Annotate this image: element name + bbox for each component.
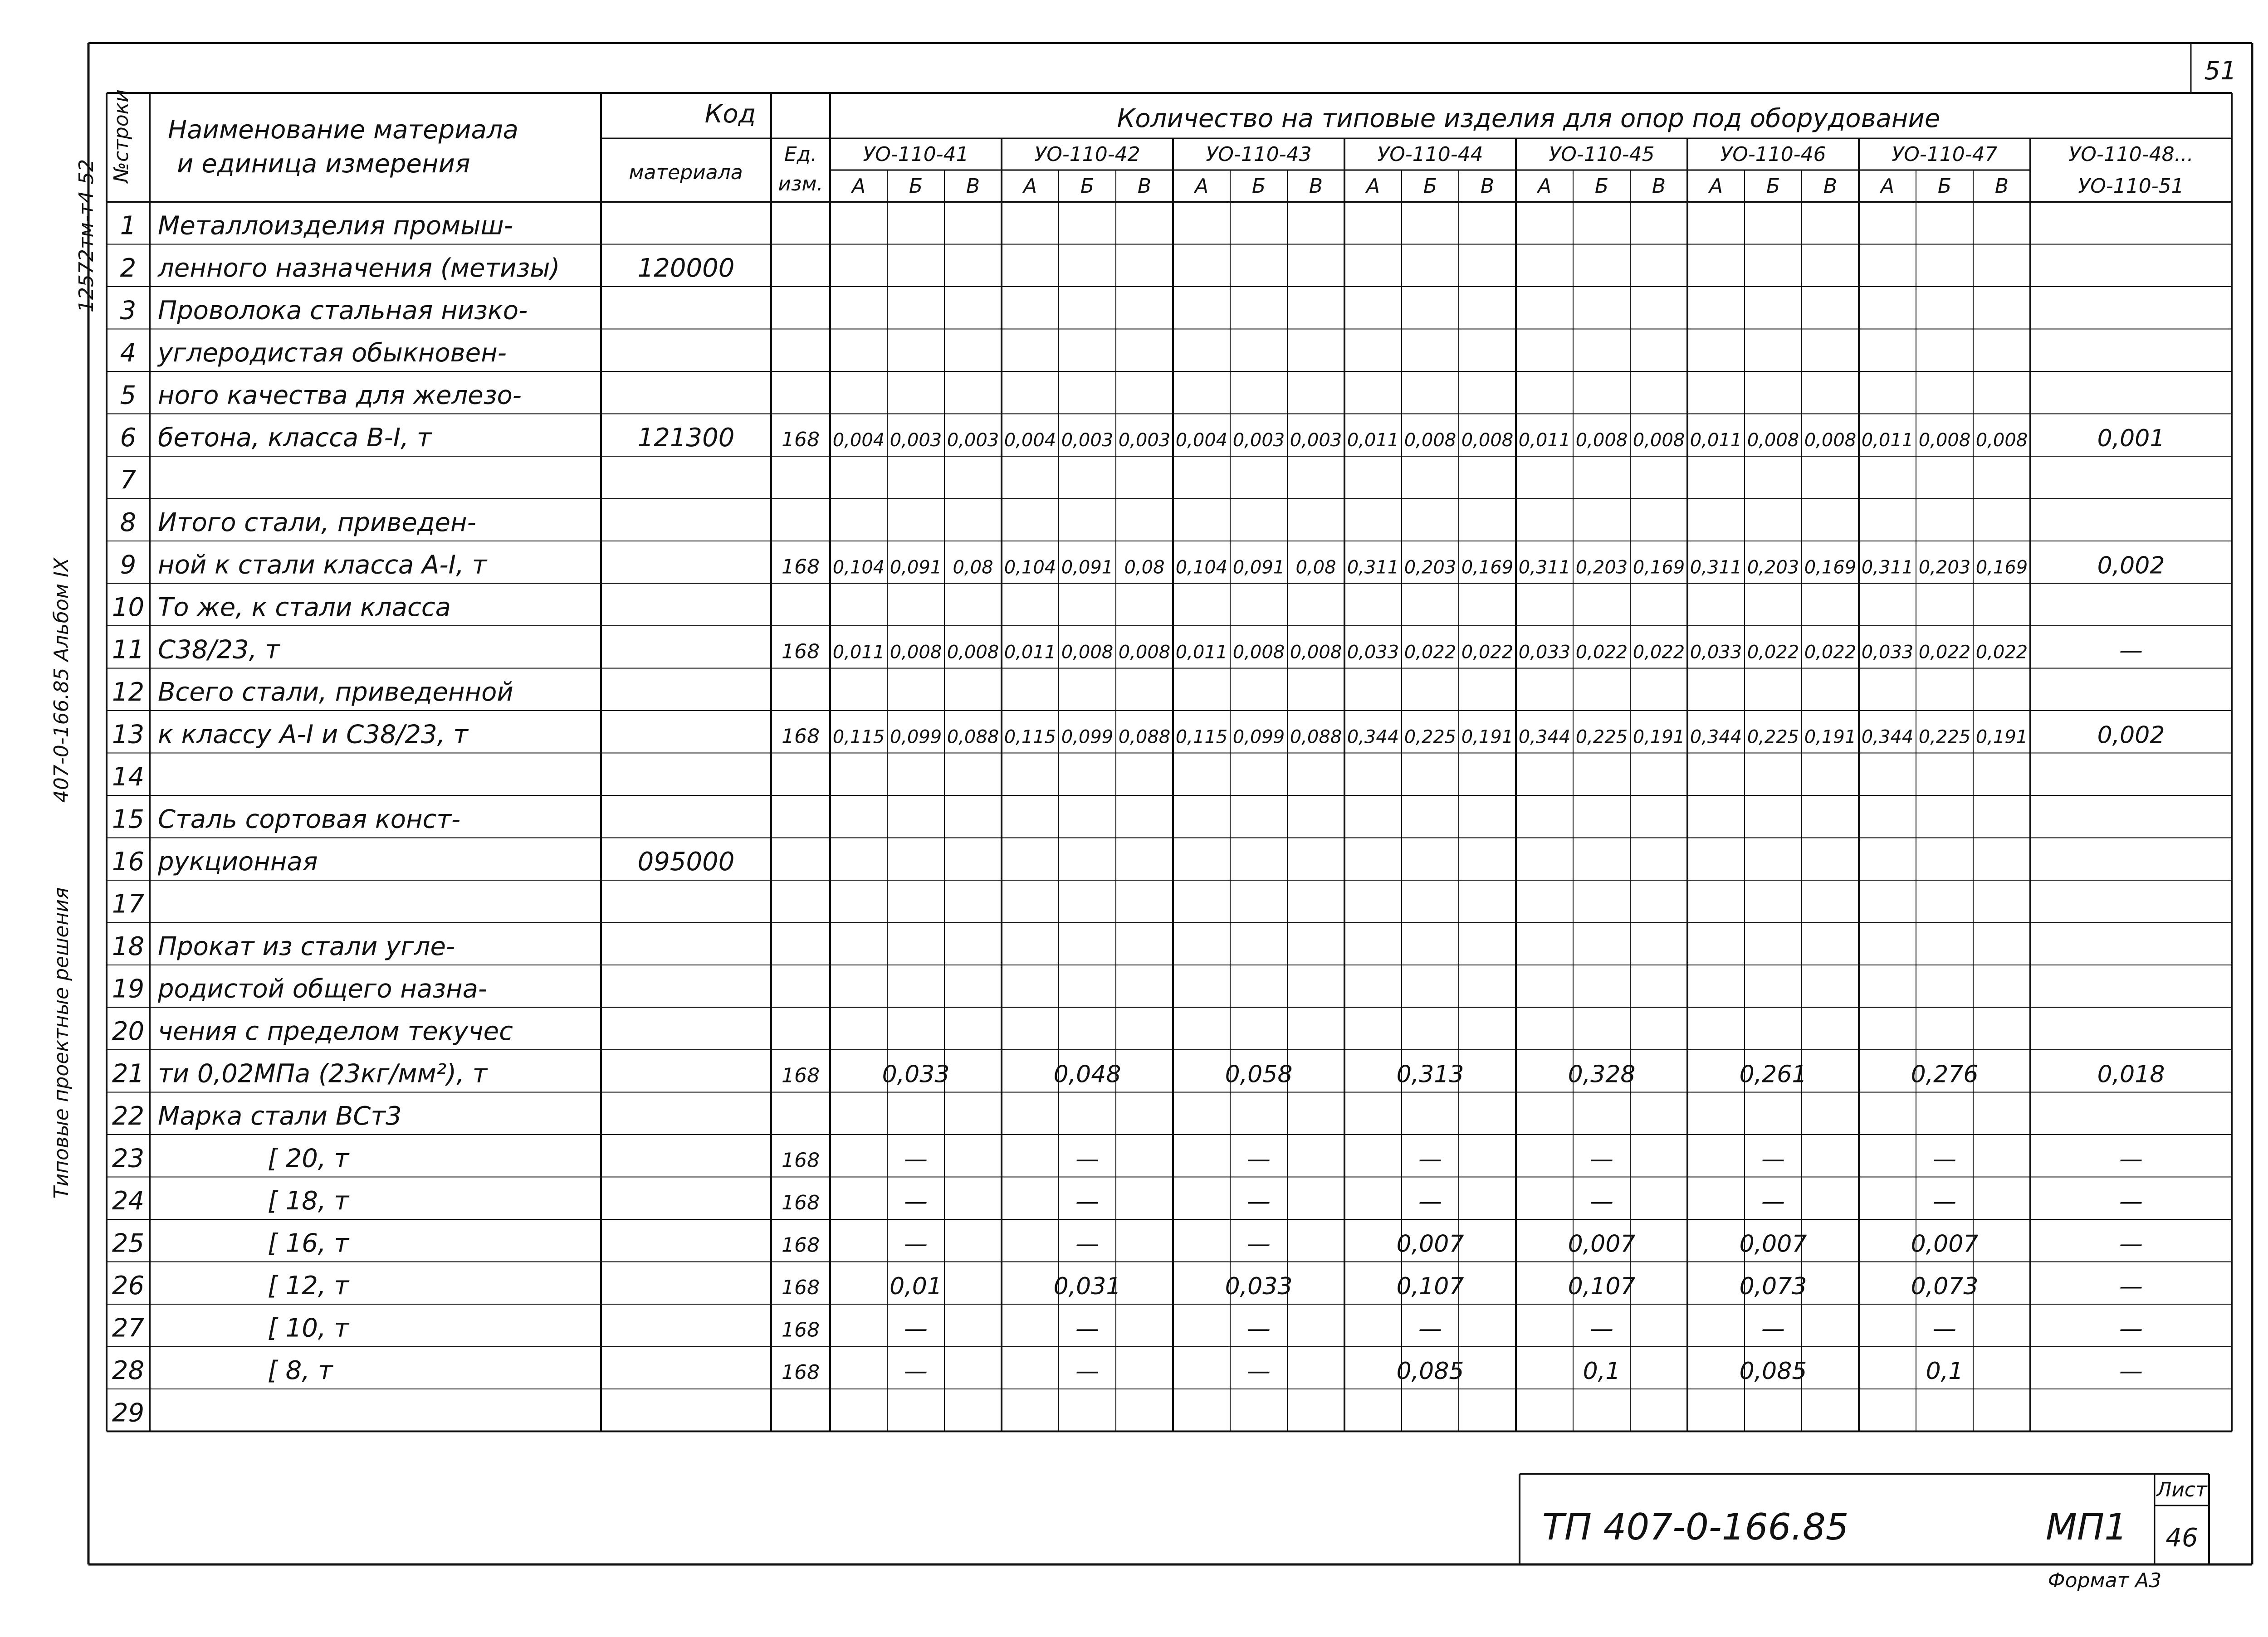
subcolumn-header: А [1366, 175, 1380, 198]
material-name: ти 0,02МПа (23кг/мм²), т [158, 1059, 488, 1089]
group-quantity-value: — [1075, 1188, 1099, 1215]
material-name: к классу А-I и С38/23, т [158, 720, 468, 750]
material-name: бетона, класса В-I, т [158, 423, 432, 453]
quantity-value: 0,003 [1232, 430, 1285, 451]
group-quantity-value: 0,033 [1225, 1273, 1293, 1300]
subcolumn-header: В [1823, 175, 1838, 198]
group-quantity-value: — [1075, 1145, 1099, 1173]
group-quantity-value: — [904, 1358, 928, 1385]
group-header: УО-110-43 [1206, 143, 1312, 166]
last-group-value: — [2119, 1273, 2143, 1300]
last-group-value: 0,002 [2097, 721, 2165, 749]
group-quantity-value: — [1933, 1315, 1956, 1343]
quantity-value: 0,115 [832, 726, 885, 748]
last-group-value: — [2119, 1145, 2143, 1173]
sheet-number: 46 [2165, 1523, 2198, 1553]
group-quantity-value: — [1933, 1145, 1956, 1173]
material-name: [ 12, т [268, 1271, 349, 1301]
group-quantity-value: 0,073 [1739, 1273, 1807, 1300]
last-group-header: УО-110-48... [2068, 143, 2194, 166]
side-label-album: 407-0-166.85 Альбом IX [50, 557, 73, 803]
group-quantity-value: 0,107 [1568, 1273, 1636, 1300]
quantity-value: 0,311 [1690, 557, 1742, 578]
page-number-top: 51 [2204, 56, 2237, 86]
subcolumn-header: В [1480, 175, 1495, 198]
quantity-value: 0,08 [1295, 557, 1336, 578]
quantity-value: 0,311 [1518, 557, 1571, 578]
quantity-value: 0,169 [1804, 557, 1857, 578]
group-quantity-value: — [1247, 1230, 1271, 1258]
row-number: 21 [112, 1059, 145, 1089]
quantity-value: 0,003 [1118, 430, 1171, 451]
group-quantity-value: 0,007 [1568, 1230, 1636, 1258]
group-quantity-value: — [1933, 1188, 1956, 1215]
group-quantity-value: 0,058 [1225, 1061, 1293, 1088]
row-number: 28 [112, 1356, 145, 1385]
group-header: УО-110-47 [1892, 143, 1998, 166]
row-number: 19 [112, 974, 145, 1004]
side-label-title: Типовые проектные решения [50, 887, 73, 1199]
quantity-value: 0,003 [1061, 430, 1114, 451]
last-group-value: 0,018 [2097, 1061, 2165, 1088]
side-label-code: 12572тм-т4 52 [75, 159, 98, 313]
material-code: 121300 [637, 423, 735, 453]
row-number: 25 [112, 1228, 145, 1258]
group-header: УО-110-46 [1720, 143, 1826, 166]
material-name: Марка стали ВСт3 [158, 1101, 402, 1131]
quantity-value: 0,169 [1975, 557, 2028, 578]
last-group-value: 0,001 [2097, 425, 2165, 452]
subcolumn-header: Б [1251, 175, 1266, 198]
row-number: 10 [112, 593, 145, 622]
last-group-value: — [2119, 1358, 2143, 1385]
group-quantity-value: — [1247, 1358, 1271, 1385]
quantity-value: 0,191 [1804, 726, 1857, 748]
row-number: 23 [112, 1144, 145, 1174]
material-name: ленного назначения (метизы) [158, 253, 560, 283]
group-quantity-value: 0,073 [1911, 1273, 1979, 1300]
document-code: ТП 407-0-166.85 [1542, 1506, 1849, 1548]
subcolumn-header: А [1537, 175, 1552, 198]
group-header: УО-110-41 [863, 143, 969, 166]
group-quantity-value: — [1247, 1315, 1271, 1343]
quantity-value: 0,344 [1690, 726, 1742, 748]
quantity-value: 0,115 [1004, 726, 1056, 748]
quantity-value: 0,311 [1347, 557, 1399, 578]
format-label: Формат А3 [2048, 1569, 2162, 1592]
quantity-value: 0,011 [1861, 430, 1914, 451]
quantity-value: 0,008 [1575, 430, 1628, 451]
subcolumn-header: Б [1594, 175, 1609, 198]
quantity-value: 0,191 [1633, 726, 1685, 748]
quantity-value: 0,008 [890, 642, 942, 663]
quantity-value: 0,225 [1747, 726, 1799, 748]
quantity-value: 0,022 [1461, 642, 1514, 663]
material-name: Проволока стальная низко- [158, 296, 528, 326]
row-number: 16 [112, 847, 145, 877]
code-header: Код [704, 99, 756, 129]
quantity-value: 0,088 [947, 726, 999, 748]
group-quantity-value: 0,1 [1926, 1358, 1964, 1385]
quantity-value: 0,099 [1232, 726, 1285, 748]
subcolumn-header: Б [1080, 175, 1095, 198]
quantity-value: 0,169 [1633, 557, 1685, 578]
group-header: УО-110-45 [1549, 143, 1655, 166]
group-quantity-value: — [1075, 1358, 1099, 1385]
row-number: 2 [120, 253, 137, 283]
name-header: Наименование материала [168, 115, 518, 145]
group-quantity-value: — [904, 1230, 928, 1258]
material-name: [ 20, т [268, 1144, 349, 1174]
quantity-value: 0,003 [890, 430, 942, 451]
quantity-value: 0,104 [1175, 557, 1228, 578]
quantity-value: 0,004 [832, 430, 885, 451]
material-name: Всего стали, приведенной [158, 677, 513, 707]
last-group-value: 0,002 [2097, 552, 2165, 580]
material-name: ного качества для железо- [158, 380, 522, 410]
group-quantity-value: — [1590, 1188, 1613, 1215]
material-code: 120000 [637, 253, 735, 283]
quantity-value: 0,008 [1918, 430, 1971, 451]
row-number: 24 [112, 1186, 145, 1216]
material-name: углеродистая обыкновен- [158, 338, 507, 368]
material-name: Сталь сортовая конст- [158, 804, 461, 834]
last-group-header-2: УО-110-51 [2078, 175, 2184, 198]
quantity-value: 0,022 [1747, 642, 1799, 663]
quantity-value: 0,004 [1004, 430, 1056, 451]
quantity-value: 0,099 [890, 726, 942, 748]
last-group-value: — [2119, 637, 2143, 664]
group-quantity-value: 0,1 [1583, 1358, 1621, 1385]
group-quantity-value: — [904, 1315, 928, 1343]
quantity-value: 0,033 [1347, 642, 1399, 663]
quantity-value: 0,225 [1918, 726, 1971, 748]
material-name: С38/23, т [158, 635, 280, 665]
quantity-value: 0,344 [1347, 726, 1399, 748]
row-number: 17 [112, 889, 145, 919]
subcolumn-header: В [1652, 175, 1666, 198]
last-group-value: — [2119, 1315, 2143, 1343]
quantity-value: 0,104 [832, 557, 885, 578]
group-quantity-value: 0,276 [1911, 1061, 1979, 1088]
quantity-value: 0,091 [1232, 557, 1285, 578]
quantity-value: 0,088 [1118, 726, 1171, 748]
unit-header: Ед. [784, 143, 817, 166]
group-quantity-value: — [1418, 1188, 1442, 1215]
group-quantity-value: — [1761, 1145, 1785, 1173]
quantity-value: 0,008 [1061, 642, 1114, 663]
name-header-2: и единица измерения [177, 149, 470, 179]
row-number: 20 [112, 1017, 145, 1046]
row-number: 22 [112, 1101, 145, 1131]
quantity-header: Количество на типовые изделия для опор под оборудование [1117, 104, 1941, 133]
material-name: Металлоизделия промыш- [158, 211, 513, 241]
group-quantity-value: 0,085 [1739, 1358, 1807, 1385]
material-name: [ 10, т [268, 1313, 349, 1343]
group-quantity-value: — [1418, 1315, 1442, 1343]
subcolumn-header: А [851, 175, 866, 198]
group-quantity-value: 0,01 [890, 1273, 942, 1300]
quantity-value: 0,008 [1404, 430, 1457, 451]
row-number: 3 [120, 296, 137, 326]
material-name: Прокат из стали угле- [158, 932, 455, 961]
material-name: ной к стали класса А-I, т [158, 550, 487, 580]
quantity-value: 0,099 [1061, 726, 1114, 748]
row-number: 15 [112, 804, 145, 834]
unit-code: 168 [782, 1318, 820, 1342]
row-number: 6 [120, 423, 137, 453]
quantity-value: 0,022 [1975, 642, 2028, 663]
group-quantity-value: — [1761, 1188, 1785, 1215]
group-quantity-value: — [1075, 1230, 1099, 1258]
group-quantity-value: — [1075, 1315, 1099, 1343]
quantity-value: 0,203 [1575, 557, 1628, 578]
unit-code: 168 [782, 1361, 820, 1384]
quantity-value: 0,091 [1061, 557, 1114, 578]
group-quantity-value: 0,085 [1396, 1358, 1464, 1385]
last-group-value: — [2119, 1188, 2143, 1215]
unit-code: 168 [782, 1191, 820, 1214]
quantity-value: 0,033 [1518, 642, 1571, 663]
group-quantity-value: — [1418, 1145, 1442, 1173]
material-code: 095000 [637, 847, 735, 877]
subcolumn-header: В [1137, 175, 1152, 198]
subcolumn-header: Б [909, 175, 923, 198]
group-quantity-value: — [904, 1145, 928, 1173]
group-quantity-value: — [1590, 1315, 1613, 1343]
subcolumn-header: А [1194, 175, 1209, 198]
quantity-value: 0,225 [1575, 726, 1628, 748]
group-quantity-value: 0,031 [1053, 1273, 1121, 1300]
unit-code: 168 [782, 428, 820, 451]
quantity-value: 0,008 [1461, 430, 1514, 451]
quantity-value: 0,225 [1404, 726, 1457, 748]
quantity-value: 0,115 [1175, 726, 1228, 748]
row-number: 8 [120, 508, 137, 537]
material-name: родистой общего назна- [158, 974, 488, 1004]
group-quantity-value: 0,328 [1568, 1061, 1636, 1088]
quantity-value: 0,191 [1975, 726, 2028, 748]
material-name: рукционная [158, 847, 318, 877]
quantity-value: 0,011 [832, 642, 885, 663]
subcolumn-header: А [1709, 175, 1723, 198]
subcolumn-header: Б [1766, 175, 1780, 198]
row-number: 1 [120, 211, 137, 241]
unit-code: 168 [782, 1149, 820, 1172]
quantity-value: 0,008 [947, 642, 999, 663]
quantity-value: 0,008 [1232, 642, 1285, 663]
quantity-value: 0,011 [1690, 430, 1742, 451]
row-number: 13 [112, 720, 145, 750]
quantity-value: 0,091 [890, 557, 942, 578]
group-quantity-value: — [904, 1188, 928, 1215]
group-quantity-value: 0,048 [1053, 1061, 1121, 1088]
quantity-value: 0,008 [1804, 430, 1857, 451]
group-quantity-value: 0,007 [1911, 1230, 1979, 1258]
unit-code: 168 [782, 1276, 820, 1299]
row-number: 14 [112, 762, 145, 792]
row-number: 18 [112, 932, 145, 961]
quantity-value: 0,088 [1290, 726, 1342, 748]
quantity-value: 0,169 [1461, 557, 1514, 578]
quantity-value: 0,022 [1575, 642, 1628, 663]
group-header: УО-110-44 [1377, 143, 1483, 166]
row-number: 12 [112, 677, 145, 707]
quantity-value: 0,344 [1518, 726, 1571, 748]
sheet-label: Лист [2156, 1478, 2207, 1501]
row-number: 26 [112, 1271, 145, 1301]
quantity-value: 0,003 [1290, 430, 1342, 451]
unit-code: 168 [782, 1233, 820, 1257]
quantity-value: 0,011 [1347, 430, 1399, 451]
group-quantity-value: 0,007 [1739, 1230, 1807, 1258]
quantity-value: 0,104 [1004, 557, 1056, 578]
quantity-value: 0,008 [1118, 642, 1171, 663]
quantity-value: 0,011 [1004, 642, 1056, 663]
material-name: [ 16, т [268, 1228, 349, 1258]
quantity-value: 0,003 [947, 430, 999, 451]
group-quantity-value: — [1247, 1145, 1271, 1173]
group-quantity-value: 0,261 [1739, 1061, 1807, 1088]
subcolumn-header: А [1880, 175, 1895, 198]
quantity-value: 0,008 [1975, 430, 2028, 451]
code-material-header: материала [629, 161, 743, 184]
row-number: 11 [112, 635, 145, 665]
unit-code: 168 [782, 640, 820, 663]
group-quantity-value: — [1247, 1188, 1271, 1215]
subcolumn-header: В [1309, 175, 1323, 198]
quantity-value: 0,191 [1461, 726, 1514, 748]
document-mark: МП1 [2045, 1506, 2128, 1548]
quantity-value: 0,022 [1404, 642, 1457, 663]
quantity-value: 0,203 [1747, 557, 1799, 578]
row-number: 4 [120, 338, 137, 368]
material-name: То же, к стали класса [158, 593, 451, 622]
quantity-value: 0,011 [1518, 430, 1571, 451]
subcolumn-header: Б [1937, 175, 1952, 198]
row-number: 9 [120, 550, 137, 580]
last-group-value: — [2119, 1230, 2143, 1258]
quantity-value: 0,022 [1804, 642, 1857, 663]
quantity-value: 0,08 [1124, 557, 1165, 578]
row-number: 5 [120, 380, 137, 410]
subcolumn-header: В [1994, 175, 2009, 198]
quantity-value: 0,203 [1404, 557, 1457, 578]
subcolumn-header: А [1023, 175, 1037, 198]
quantity-value: 0,033 [1861, 642, 1914, 663]
group-quantity-value: 0,107 [1396, 1273, 1464, 1300]
material-name: [ 18, т [268, 1186, 349, 1216]
quantity-value: 0,022 [1918, 642, 1971, 663]
group-quantity-value: — [1761, 1315, 1785, 1343]
subcolumn-header: Б [1423, 175, 1437, 198]
group-quantity-value: 0,007 [1396, 1230, 1464, 1258]
unit-code: 168 [782, 1064, 820, 1087]
group-quantity-value: 0,033 [882, 1061, 950, 1088]
unit-code: 168 [782, 725, 820, 748]
row-number: 29 [112, 1398, 145, 1428]
quantity-value: 0,011 [1175, 642, 1228, 663]
quantity-value: 0,203 [1918, 557, 1971, 578]
quantity-value: 0,033 [1690, 642, 1742, 663]
quantity-value: 0,008 [1633, 430, 1685, 451]
row-number: 27 [112, 1313, 145, 1343]
material-name: [ 8, т [268, 1356, 333, 1385]
group-header: УО-110-42 [1034, 143, 1140, 166]
quantity-value: 0,344 [1861, 726, 1914, 748]
row-number: 7 [120, 465, 137, 495]
row-number-header: №строки [110, 89, 133, 183]
group-quantity-value: 0,313 [1396, 1061, 1464, 1088]
material-name: чения с пределом текучес [158, 1017, 513, 1046]
quantity-value: 0,311 [1861, 557, 1914, 578]
quantity-value: 0,08 [953, 557, 993, 578]
unit-header-2: изм. [778, 172, 823, 195]
subcolumn-header: В [966, 175, 980, 198]
quantity-value: 0,008 [1747, 430, 1799, 451]
group-quantity-value: — [1590, 1145, 1613, 1173]
material-name: Итого стали, приведен- [158, 508, 476, 537]
quantity-value: 0,008 [1290, 642, 1342, 663]
quantity-value: 0,004 [1175, 430, 1228, 451]
quantity-value: 0,022 [1633, 642, 1685, 663]
unit-code: 168 [782, 555, 820, 579]
